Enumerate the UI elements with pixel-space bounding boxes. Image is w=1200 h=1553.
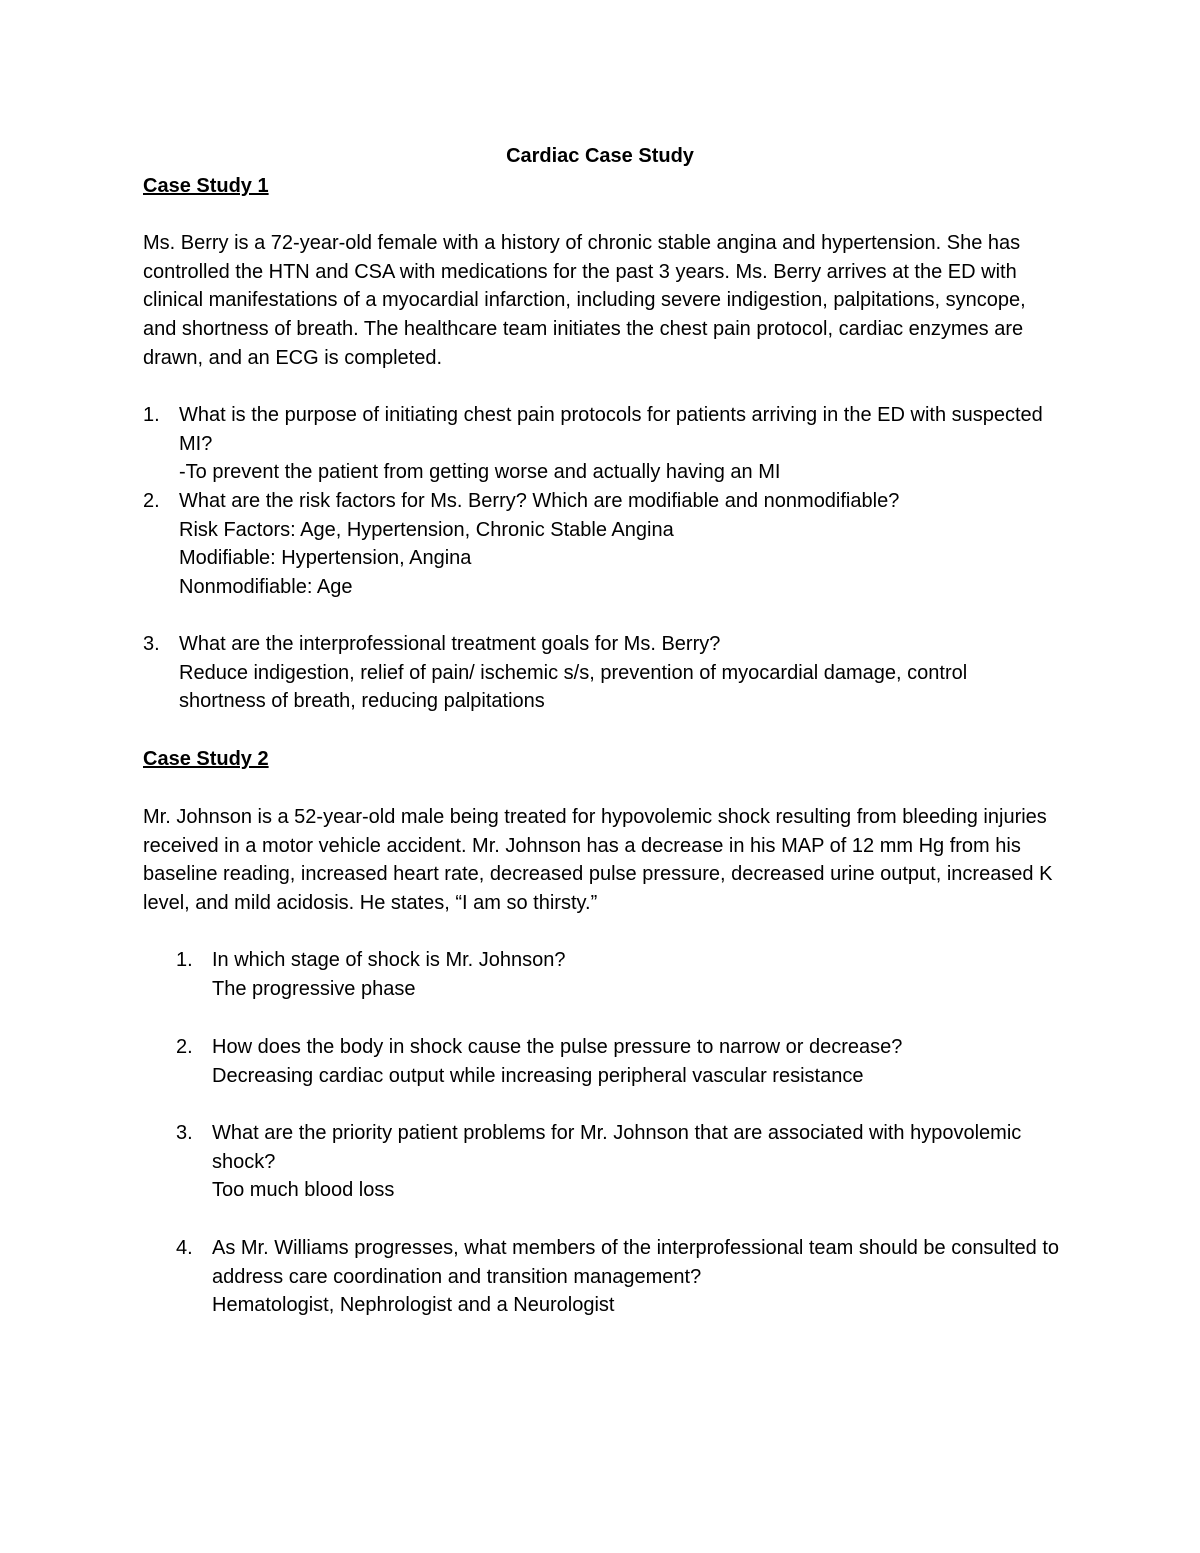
question-number: 2. xyxy=(176,1036,193,1058)
case-study-1-intro: Ms. Berry is a 72-year-old female with a history of chronic stable angina and hypertension. She has controlled the HTN and CSA with medications for the past 3 years. Ms. Berry arrives at the ED with clinical manifestations of a myocardial infarction, including severe indigestion, palpitations, syncope, and shortness of breath. The healthcare team initiates the chest pain protocol, cardiac enzymes are drawn, and an ECG is completed. xyxy=(143,232,1026,369)
question-number: 1. xyxy=(143,404,160,426)
case1-question-1 xyxy=(143,401,1059,487)
case-study-2-intro: Mr. Johnson is a 52-year-old male being treated for hypovolemic shock resulting from bleeding injuries received in a motor vehicle accident. Mr. Johnson has a decrease in his MAP of 12 mm Hg from his baseline reading, increased heart rate, decreased pulse pressure, decreased urine output, increased K level, and mild acidosis. He states, “I am so thirsty.” xyxy=(143,806,1053,915)
answer-text: -To prevent the patient from getting worse and actually having an MI xyxy=(179,461,781,484)
question-text: As Mr. Williams progresses, what members of the interprofessional team should be consulted to address care coordination and transition management? xyxy=(212,1237,1060,1288)
answer-text: Risk Factors: Age, Hypertension, Chronic Stable Angina xyxy=(179,518,674,541)
case1-question-3 xyxy=(143,630,1059,716)
case2-question-1 xyxy=(176,946,1062,1003)
question-number: 1. xyxy=(176,949,193,971)
question-number: 3. xyxy=(143,633,160,655)
answer-text: Reduce indigestion, relief of pain/ ischemic s/s, prevention of myocardial damage, control shortness of breath, reducing palpitations xyxy=(179,661,968,713)
answer-text: Modifiable: Hypertension, Angina xyxy=(179,547,472,570)
case2-question-3 xyxy=(176,1119,1062,1205)
question-text: In which stage of shock is Mr. Johnson? xyxy=(212,949,566,971)
case1-question-2 xyxy=(143,487,1059,602)
question-text: What are the risk factors for Ms. Berry? Which are modifiable and nonmodifiable? xyxy=(179,490,900,512)
answer-text: Hematologist, Nephrologist and a Neurologist xyxy=(212,1294,615,1317)
case2-question-2 xyxy=(176,1033,1062,1090)
answer-text: Decreasing cardiac output while increasing peripheral vascular resistance xyxy=(212,1064,864,1087)
question-number: 3. xyxy=(176,1122,193,1144)
answer-text: Too much blood loss xyxy=(212,1179,395,1202)
question-text: What are the interprofessional treatment goals for Ms. Berry? xyxy=(179,633,721,655)
answer-text: The progressive phase xyxy=(212,977,416,1000)
question-text: What is the purpose of initiating chest pain protocols for patients arriving in the ED with suspected MI? xyxy=(179,404,1043,455)
question-text: What are the priority patient problems for Mr. Johnson that are associated with hypovolemic shock? xyxy=(212,1122,1022,1173)
case2-question-4 xyxy=(176,1234,1062,1320)
case-study-1-heading: Case Study 1 xyxy=(143,175,269,197)
page-title: Cardiac Case Study xyxy=(506,145,694,167)
question-number: 2. xyxy=(143,490,160,512)
answer-text: Nonmodifiable: Age xyxy=(179,576,353,599)
question-text: How does the body in shock cause the pulse pressure to narrow or decrease? xyxy=(212,1036,903,1058)
case-study-2-heading: Case Study 2 xyxy=(143,748,269,770)
question-number: 4. xyxy=(176,1237,193,1259)
